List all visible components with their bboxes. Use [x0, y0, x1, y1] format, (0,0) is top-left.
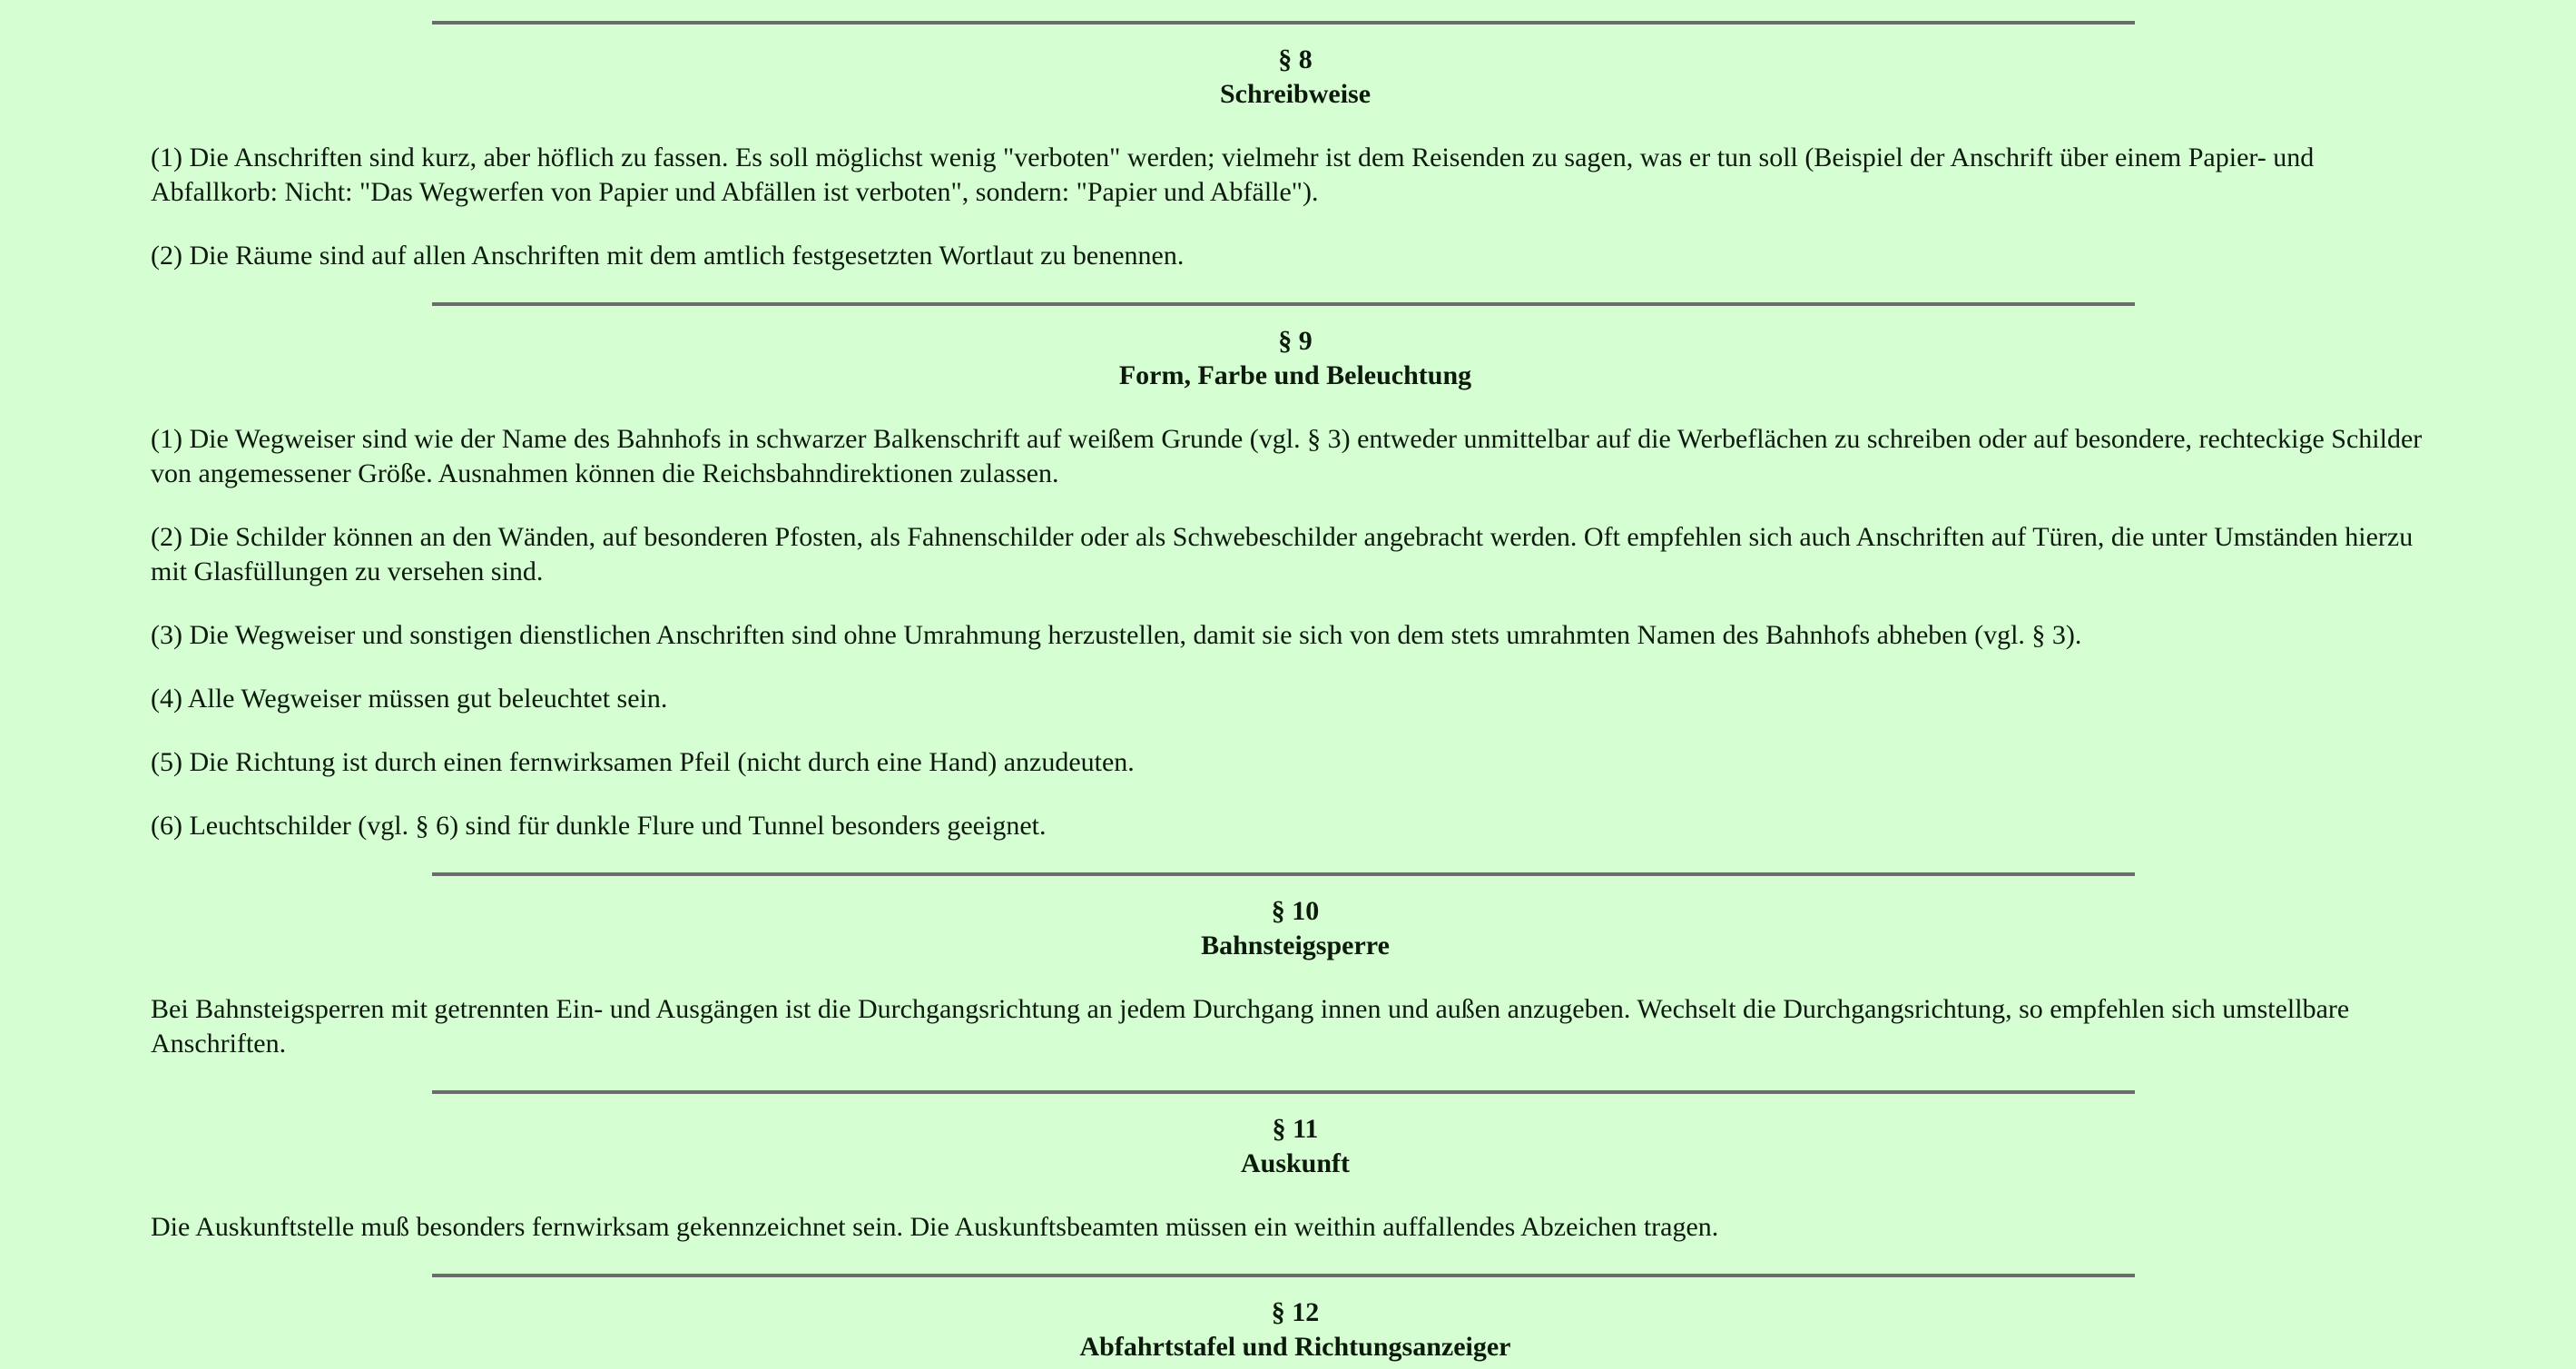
paragraph: (1) Die Anschriften sind kurz, aber höflich zu fassen. Es soll möglichst wenig "verboten" werden; vielmehr ist dem Reisenden zu sagen, was er tun soll (Beispiel der Anschrift über einem Papier- und Abfallkorb: Nicht: "Das Wegwerfen von Papier und Abfällen ist verboten", sondern: "Papier und Abfälle").: [151, 143, 2315, 207]
section-number: § 9: [1278, 326, 1313, 356]
section-heading: [151, 306, 2440, 393]
section-heading: [151, 876, 2440, 963]
section-11: [151, 1090, 2440, 1245]
paragraph: (3) Die Wegweiser und sonstigen dienstlichen Anschriften sind ohne Umrahmung herzustellen, damit sie sich von dem stets umrahmten Namen des Bahnhofs abheben (vgl. § 3).: [151, 620, 2082, 650]
paragraph: (5) Die Richtung ist durch einen fernwirksamen Pfeil (nicht durch eine Hand) anzudeuten.: [151, 747, 1135, 777]
paragraph: Bei Bahnsteigsperren mit getrennten Ein- und Ausgängen ist die Durchgangsrichtung an jedem Durchgang innen und außen anzugeben. Wechselt die Durchgangsrichtung, so empfehlen sich umstellbare Anschriften.: [151, 994, 2350, 1059]
section-9: [151, 302, 2440, 843]
section-title: Abfahrtstafel und Richtungsanzeiger: [1079, 1332, 1511, 1362]
section-title: Form, Farbe und Beleuchtung: [1118, 360, 1472, 390]
paragraph: (1) Die Wegweiser sind wie der Name des Bahnhofs in schwarzer Balkenschrift auf weißem Grunde (vgl. § 3) entweder unmittelbar auf die Werbeflächen zu schreiben oder auf besondere, rechteckige Schilder von angemessener Größe. Ausnahmen können die Reichsbahndirektionen zulassen.: [151, 424, 2423, 488]
section-heading: [151, 1094, 2440, 1181]
section-number: § 12: [1271, 1297, 1320, 1327]
paragraph: Die Auskunftstelle muß besonders fernwirksam gekennzeichnet sein. Die Auskunftsbeamten müssen ein weithin auffallendes Abzeichen tragen.: [151, 1212, 1719, 1242]
paragraph: (2) Die Räume sind auf allen Anschriften mit dem amtlich festgesetzten Wortlaut zu benennen.: [151, 241, 1185, 271]
section-number: § 11: [1272, 1114, 1319, 1144]
section-8: [151, 21, 2440, 273]
section-heading: [151, 1277, 2440, 1364]
paragraph: (2) Die Schilder können an den Wänden, auf besonderen Pfosten, als Fahnenschilder oder als Schwebeschilder angebracht werden. Oft empfehlen sich auch Anschriften auf Türen, die unter Umständen hierzu mit Glasfüllungen zu versehen sind.: [151, 522, 2414, 586]
section-heading: [151, 25, 2440, 112]
section-number: § 10: [1271, 896, 1320, 926]
section-title: Auskunft: [1240, 1148, 1351, 1178]
section-title: Schreibweise: [1219, 79, 1372, 109]
paragraph: (4) Alle Wegweiser müssen gut beleuchtet sein.: [151, 684, 668, 714]
section-number: § 8: [1278, 44, 1313, 74]
paragraph: (6) Leuchtschilder (vgl. § 6) sind für dunkle Flure und Tunnel besonders geeignet.: [151, 811, 1047, 841]
section-12: [151, 1274, 2440, 1364]
section-title: Bahnsteigsperre: [1201, 931, 1390, 960]
section-10: [151, 872, 2440, 1061]
